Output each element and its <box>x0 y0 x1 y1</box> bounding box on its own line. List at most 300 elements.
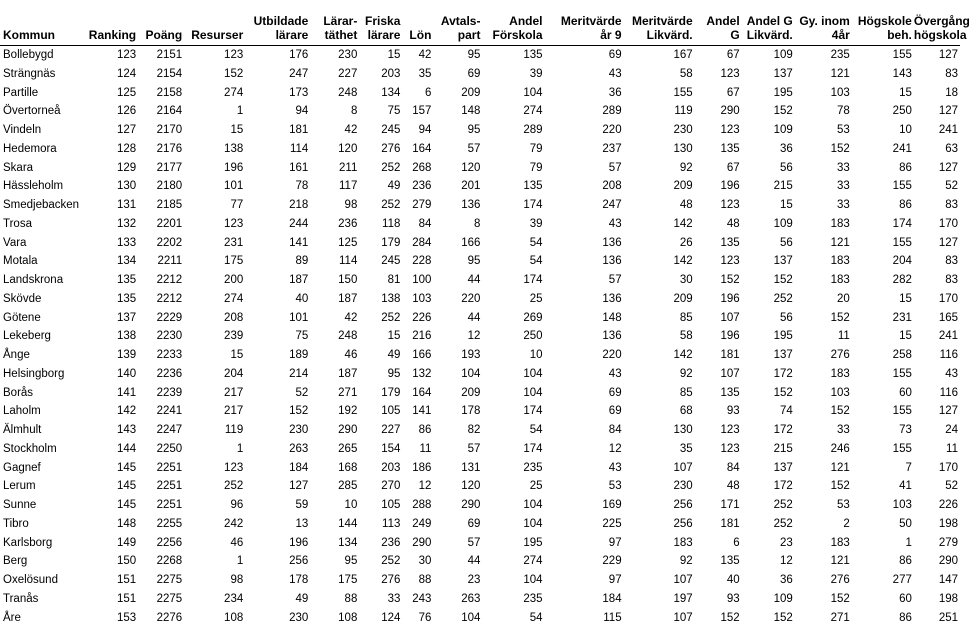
column-header-line: 4år <box>831 28 850 42</box>
column-header-line: part <box>457 28 481 42</box>
column-header-line: Lön <box>409 28 432 42</box>
table-cell: 86 <box>899 555 912 568</box>
table-cell: 134 <box>338 536 358 549</box>
table-cell: 290 <box>720 105 740 118</box>
table-cell: 170 <box>938 217 958 230</box>
table-cell: 86 <box>418 424 432 436</box>
table-cell: 43 <box>608 367 622 380</box>
table-cell: 120 <box>461 480 481 493</box>
table-cell: 217 <box>224 386 244 399</box>
table-cell: 145 <box>116 480 137 493</box>
table-cell: 135 <box>523 180 543 193</box>
table-cell: 152 <box>720 274 740 286</box>
table-cell: 8 <box>474 217 481 230</box>
table-cell: 43 <box>608 217 622 230</box>
municipality-name-cell: Lerum <box>3 480 36 493</box>
table-cell: 82 <box>467 424 481 436</box>
table-cell: 123 <box>720 424 740 436</box>
table-cell: 138 <box>381 292 401 305</box>
table-cell: 179 <box>381 386 401 399</box>
table-cell: 109 <box>773 49 793 61</box>
column-header-line: Meritvärde <box>631 14 693 28</box>
table-cell: 155 <box>892 49 912 61</box>
table-cell: 132 <box>412 367 432 380</box>
table-cell: 89 <box>295 255 309 268</box>
table-cell: 63 <box>945 142 958 155</box>
table-cell: 41 <box>899 480 912 493</box>
table-cell: 109 <box>773 217 793 230</box>
table-cell: 2176 <box>156 142 183 155</box>
table-cell: 135 <box>720 555 740 568</box>
table-cell: 166 <box>412 349 432 361</box>
table-cell: 86 <box>899 199 912 211</box>
table-cell: 74 <box>779 405 793 418</box>
table-cell: 92 <box>679 161 693 174</box>
table-cell: 152 <box>224 67 244 80</box>
table-cell: 150 <box>116 555 137 568</box>
table-cell: 68 <box>679 405 693 418</box>
table-cell: 2154 <box>156 67 183 80</box>
table-cell: 252 <box>381 161 401 174</box>
municipality-name-cell: Övertorneå <box>3 105 61 118</box>
column-header <box>310 14 359 46</box>
column-header-line: år 9 <box>600 28 622 42</box>
table-cell: 98 <box>344 199 358 211</box>
table-cell: 127 <box>116 124 137 136</box>
table-cell: 116 <box>939 386 958 399</box>
table-cell: 271 <box>830 611 850 624</box>
table-cell: 189 <box>289 349 309 361</box>
table-cell: 119 <box>224 424 244 436</box>
municipality-name-cell: Helsingborg <box>3 367 65 380</box>
table-cell: 44 <box>467 311 481 324</box>
table-cell: 136 <box>602 236 622 249</box>
table-cell: 187 <box>289 274 309 286</box>
table-cell: 136 <box>602 292 622 305</box>
municipality-name-cell: Vara <box>3 236 27 249</box>
table-cell: 195 <box>773 86 793 99</box>
table-cell: 85 <box>679 386 693 399</box>
table-cell: 173 <box>289 86 309 99</box>
table-cell: 143 <box>116 424 137 436</box>
table-cell: 209 <box>461 86 481 99</box>
column-header-line: Likvärd. <box>746 28 793 42</box>
table-cell: 277 <box>892 574 912 586</box>
column-header-line: högskola <box>913 28 967 42</box>
table-cell: 214 <box>289 367 309 380</box>
table-row <box>0 309 960 328</box>
table-cell: 15 <box>387 330 401 343</box>
table-cell: 48 <box>726 217 740 230</box>
table-cell: 101 <box>224 180 244 193</box>
table-cell: 184 <box>602 592 622 605</box>
table-cell: 166 <box>461 236 481 249</box>
table-cell: 154 <box>381 442 401 455</box>
table-row <box>0 421 960 440</box>
municipality-name-cell: Motala <box>3 255 38 268</box>
table-cell: 142 <box>673 255 693 268</box>
table-cell: 144 <box>338 517 358 530</box>
table-cell: 152 <box>830 311 850 324</box>
column-header <box>913 14 970 46</box>
table-cell: 183 <box>830 217 850 230</box>
table-row <box>0 571 960 590</box>
table-cell: 230 <box>289 424 309 436</box>
table-cell: 96 <box>230 499 244 511</box>
table-cell: 53 <box>837 124 850 136</box>
table-cell: 175 <box>338 574 358 586</box>
table-row <box>0 121 960 140</box>
table-row <box>0 271 960 290</box>
table-cell: 152 <box>830 480 850 493</box>
table-row <box>0 102 960 121</box>
table-cell: 125 <box>116 86 137 99</box>
table-cell: 11 <box>946 442 958 455</box>
table-cell: 252 <box>773 499 793 511</box>
table-cell: 23 <box>779 536 793 549</box>
table-cell: 43 <box>608 461 622 474</box>
table-cell: 109 <box>773 592 793 605</box>
table-cell: 181 <box>289 124 309 136</box>
column-header-line: Gy. inom <box>799 14 850 28</box>
table-cell: 149 <box>116 536 137 549</box>
table-cell: 83 <box>945 67 958 80</box>
table-cell: 237 <box>602 142 622 155</box>
table-cell: 157 <box>412 105 432 118</box>
table-cell: 67 <box>726 86 740 99</box>
table-cell: 25 <box>529 292 543 305</box>
column-header <box>433 14 482 46</box>
table-cell: 175 <box>224 255 244 268</box>
table-cell: 92 <box>679 367 693 380</box>
municipality-name-cell: Skara <box>3 161 34 174</box>
table-cell: 2247 <box>156 424 183 436</box>
table-cell: 128 <box>116 142 137 155</box>
table-cell: 150 <box>338 274 358 286</box>
table-cell: 274 <box>523 105 543 118</box>
table-cell: 153 <box>116 611 137 624</box>
table-cell: 44 <box>467 274 481 286</box>
table-cell: 269 <box>523 311 543 324</box>
table-cell: 197 <box>673 592 693 605</box>
table-cell: 39 <box>529 67 543 80</box>
table-row <box>0 440 960 459</box>
table-cell: 230 <box>673 480 693 493</box>
table-cell: 241 <box>892 142 912 155</box>
table-cell: 52 <box>945 180 958 193</box>
table-cell: 270 <box>381 480 401 493</box>
table-cell: 226 <box>938 499 958 511</box>
table-cell: 2211 <box>157 255 183 268</box>
table-cell: 75 <box>295 330 309 343</box>
table-cell: 114 <box>289 142 309 155</box>
table-cell: 135 <box>720 386 740 399</box>
table-cell: 127 <box>938 49 958 61</box>
table-cell: 142 <box>673 349 693 361</box>
table-cell: 279 <box>938 536 958 549</box>
table-cell: 33 <box>837 199 850 211</box>
table-cell: 30 <box>418 555 432 568</box>
table-cell: 268 <box>412 161 432 174</box>
column-header-line: Meritvärde <box>560 14 622 28</box>
table-cell: 170 <box>938 461 958 474</box>
table-cell: 104 <box>523 386 543 399</box>
table-row <box>0 477 960 496</box>
table-cell: 290 <box>938 555 958 568</box>
table-cell: 13 <box>295 517 309 530</box>
table-row <box>0 552 960 571</box>
table-cell: 2233 <box>156 349 183 361</box>
table-cell: 174 <box>523 405 543 418</box>
table-cell: 10 <box>529 349 543 361</box>
table-cell: 94 <box>418 124 432 136</box>
table-cell: 2158 <box>156 86 183 99</box>
column-header <box>402 14 433 46</box>
table-row <box>0 252 960 271</box>
table-cell: 44 <box>467 555 481 568</box>
table-cell: 274 <box>224 86 244 99</box>
table-cell: 58 <box>679 67 693 80</box>
table-cell: 30 <box>679 274 693 286</box>
table-cell: 124 <box>381 611 401 624</box>
table-cell: 178 <box>461 405 481 418</box>
table-header-row <box>0 14 960 46</box>
table-cell: 49 <box>387 349 401 361</box>
table-cell: 252 <box>773 517 793 530</box>
table-cell: 152 <box>720 611 740 624</box>
table-cell: 127 <box>938 236 958 249</box>
table-cell: 141 <box>412 405 432 418</box>
table-cell: 2236 <box>156 367 183 380</box>
table-cell: 245 <box>381 124 401 136</box>
table-cell: 155 <box>892 180 912 193</box>
table-cell: 230 <box>289 611 309 624</box>
table-cell: 60 <box>899 592 912 605</box>
table-cell: 53 <box>837 499 850 511</box>
table-cell: 143 <box>892 67 912 80</box>
table-cell: 200 <box>224 274 244 286</box>
table-cell: 204 <box>892 255 912 268</box>
table-row <box>0 327 960 346</box>
table-cell: 290 <box>338 424 358 436</box>
table-cell: 137 <box>773 349 793 361</box>
table-cell: 135 <box>523 49 543 61</box>
table-cell: 11 <box>837 330 850 343</box>
table-cell: 241 <box>938 330 958 343</box>
table-cell: 2212 <box>156 292 183 305</box>
column-header <box>545 14 624 46</box>
table-cell: 208 <box>602 180 622 193</box>
municipality-name-cell: Hässleholm <box>3 180 64 193</box>
municipality-name-cell: Strängnäs <box>3 67 56 80</box>
table-cell: 12 <box>779 555 793 568</box>
table-cell: 118 <box>382 217 401 230</box>
municipality-name-cell: Vindeln <box>3 124 42 136</box>
table-cell: 15 <box>779 199 793 211</box>
table-cell: 231 <box>224 236 244 249</box>
table-cell: 60 <box>899 386 912 399</box>
table-cell: 208 <box>224 311 244 324</box>
table-cell: 123 <box>720 199 740 211</box>
table-cell: 193 <box>461 349 481 361</box>
table-cell: 123 <box>224 461 244 474</box>
municipality-name-cell: Partille <box>3 86 39 99</box>
table-cell: 131 <box>116 199 137 211</box>
table-cell: 141 <box>289 236 309 249</box>
table-cell: 155 <box>892 236 912 249</box>
table-cell: 134 <box>116 255 137 268</box>
column-header <box>84 14 138 46</box>
municipality-name-cell: Älmhult <box>3 424 42 436</box>
municipality-ranking-table <box>0 14 970 627</box>
table-cell: 10 <box>344 499 358 511</box>
table-cell: 130 <box>673 142 693 155</box>
table-cell: 15 <box>230 349 244 361</box>
table-cell: 126 <box>116 105 137 118</box>
table-cell: 103 <box>892 499 912 511</box>
table-row <box>0 84 960 103</box>
municipality-name-cell: Götene <box>3 311 41 324</box>
table-cell: 196 <box>720 180 740 193</box>
table-cell: 289 <box>602 105 622 118</box>
table-cell: 148 <box>116 517 137 530</box>
table-cell: 36 <box>608 86 622 99</box>
table-cell: 227 <box>338 67 358 80</box>
table-cell: 127 <box>289 480 309 493</box>
table-cell: 123 <box>116 49 137 61</box>
municipality-name-cell: Smedjebacken <box>3 199 80 211</box>
table-cell: 169 <box>602 499 622 511</box>
table-cell: 123 <box>720 442 740 455</box>
table-cell: 104 <box>523 499 543 511</box>
table-cell: 81 <box>387 274 401 286</box>
table-cell: 95 <box>387 367 401 380</box>
table-cell: 2170 <box>156 124 183 136</box>
table-row <box>0 609 960 628</box>
table-cell: 109 <box>773 124 793 136</box>
table-cell: 248 <box>338 330 358 343</box>
table-cell: 246 <box>830 442 850 455</box>
table-cell: 104 <box>523 574 543 586</box>
table-cell: 256 <box>289 555 309 568</box>
table-cell: 97 <box>608 574 622 586</box>
column-header-line: Andel <box>706 14 740 28</box>
table-cell: 57 <box>467 536 481 549</box>
table-cell: 103 <box>830 86 850 99</box>
table-cell: 284 <box>412 236 432 249</box>
table-cell: 79 <box>529 142 543 155</box>
table-cell: 123 <box>720 255 740 268</box>
table-row <box>0 290 960 309</box>
table-cell: 2251 <box>156 499 183 511</box>
table-cell: 12 <box>467 330 481 343</box>
table-cell: 203 <box>381 461 401 474</box>
table-cell: 215 <box>773 442 793 455</box>
table-cell: 234 <box>224 592 244 605</box>
table-cell: 115 <box>603 611 622 624</box>
column-header-line: täthet <box>324 28 358 42</box>
table-cell: 140 <box>116 367 137 380</box>
table-cell: 271 <box>338 386 358 399</box>
table-cell: 164 <box>412 142 432 155</box>
table-cell: 84 <box>726 461 740 474</box>
table-cell: 216 <box>412 330 432 343</box>
municipality-name-cell: Ånge <box>3 349 30 361</box>
table-cell: 155 <box>892 442 912 455</box>
table-cell: 54 <box>529 611 543 624</box>
table-cell: 276 <box>381 574 401 586</box>
table-cell: 116 <box>939 349 958 361</box>
column-header <box>482 14 544 46</box>
table-cell: 23 <box>467 574 481 586</box>
table-cell: 137 <box>773 67 793 80</box>
table-cell: 107 <box>673 461 693 474</box>
table-cell: 57 <box>467 142 481 155</box>
table-cell: 40 <box>726 574 740 586</box>
table-cell: 107 <box>720 311 740 324</box>
table-cell: 56 <box>779 161 793 174</box>
table-cell: 135 <box>116 292 137 305</box>
table-cell: 142 <box>673 217 693 230</box>
table-cell: 231 <box>892 311 912 324</box>
table-cell: 250 <box>523 330 543 343</box>
table-row <box>0 459 960 478</box>
table-cell: 241 <box>938 124 958 136</box>
table-cell: 43 <box>608 67 622 80</box>
table-cell: 35 <box>418 67 432 80</box>
table-cell: 86 <box>899 611 912 624</box>
table-cell: 252 <box>381 199 401 211</box>
table-cell: 148 <box>461 105 481 118</box>
table-cell: 276 <box>830 574 850 586</box>
table-cell: 95 <box>467 124 481 136</box>
table-cell: 152 <box>773 105 793 118</box>
table-cell: 54 <box>529 424 543 436</box>
column-header <box>624 14 695 46</box>
table-cell: 7 <box>905 461 912 474</box>
table-cell: 46 <box>230 536 244 549</box>
table-cell: 247 <box>602 199 622 211</box>
table-cell: 104 <box>523 367 543 380</box>
municipality-name-cell: Sunne <box>3 499 37 511</box>
table-cell: 152 <box>830 405 850 418</box>
table-cell: 105 <box>381 499 401 511</box>
table-cell: 69 <box>608 405 622 418</box>
table-cell: 2177 <box>156 161 183 174</box>
table-cell: 181 <box>720 517 740 530</box>
table-cell: 105 <box>381 405 401 418</box>
table-cell: 36 <box>779 574 793 586</box>
table-cell: 209 <box>461 386 481 399</box>
table-cell: 186 <box>412 461 432 474</box>
table-cell: 152 <box>773 274 793 286</box>
table-cell: 52 <box>945 480 958 493</box>
table-cell: 282 <box>892 274 912 286</box>
table-cell: 67 <box>726 161 740 174</box>
column-header-line: Andel <box>509 14 543 28</box>
table-cell: 93 <box>726 592 740 605</box>
table-cell: 78 <box>837 105 850 118</box>
table-row <box>0 590 960 609</box>
table-cell: 20 <box>837 292 850 305</box>
table-cell: 18 <box>945 86 958 99</box>
table-cell: 15 <box>387 49 401 61</box>
table-cell: 235 <box>523 592 543 605</box>
table-cell: 84 <box>418 217 432 230</box>
table-cell: 2151 <box>156 49 183 61</box>
column-header <box>795 14 852 46</box>
table-cell: 121 <box>830 236 850 249</box>
